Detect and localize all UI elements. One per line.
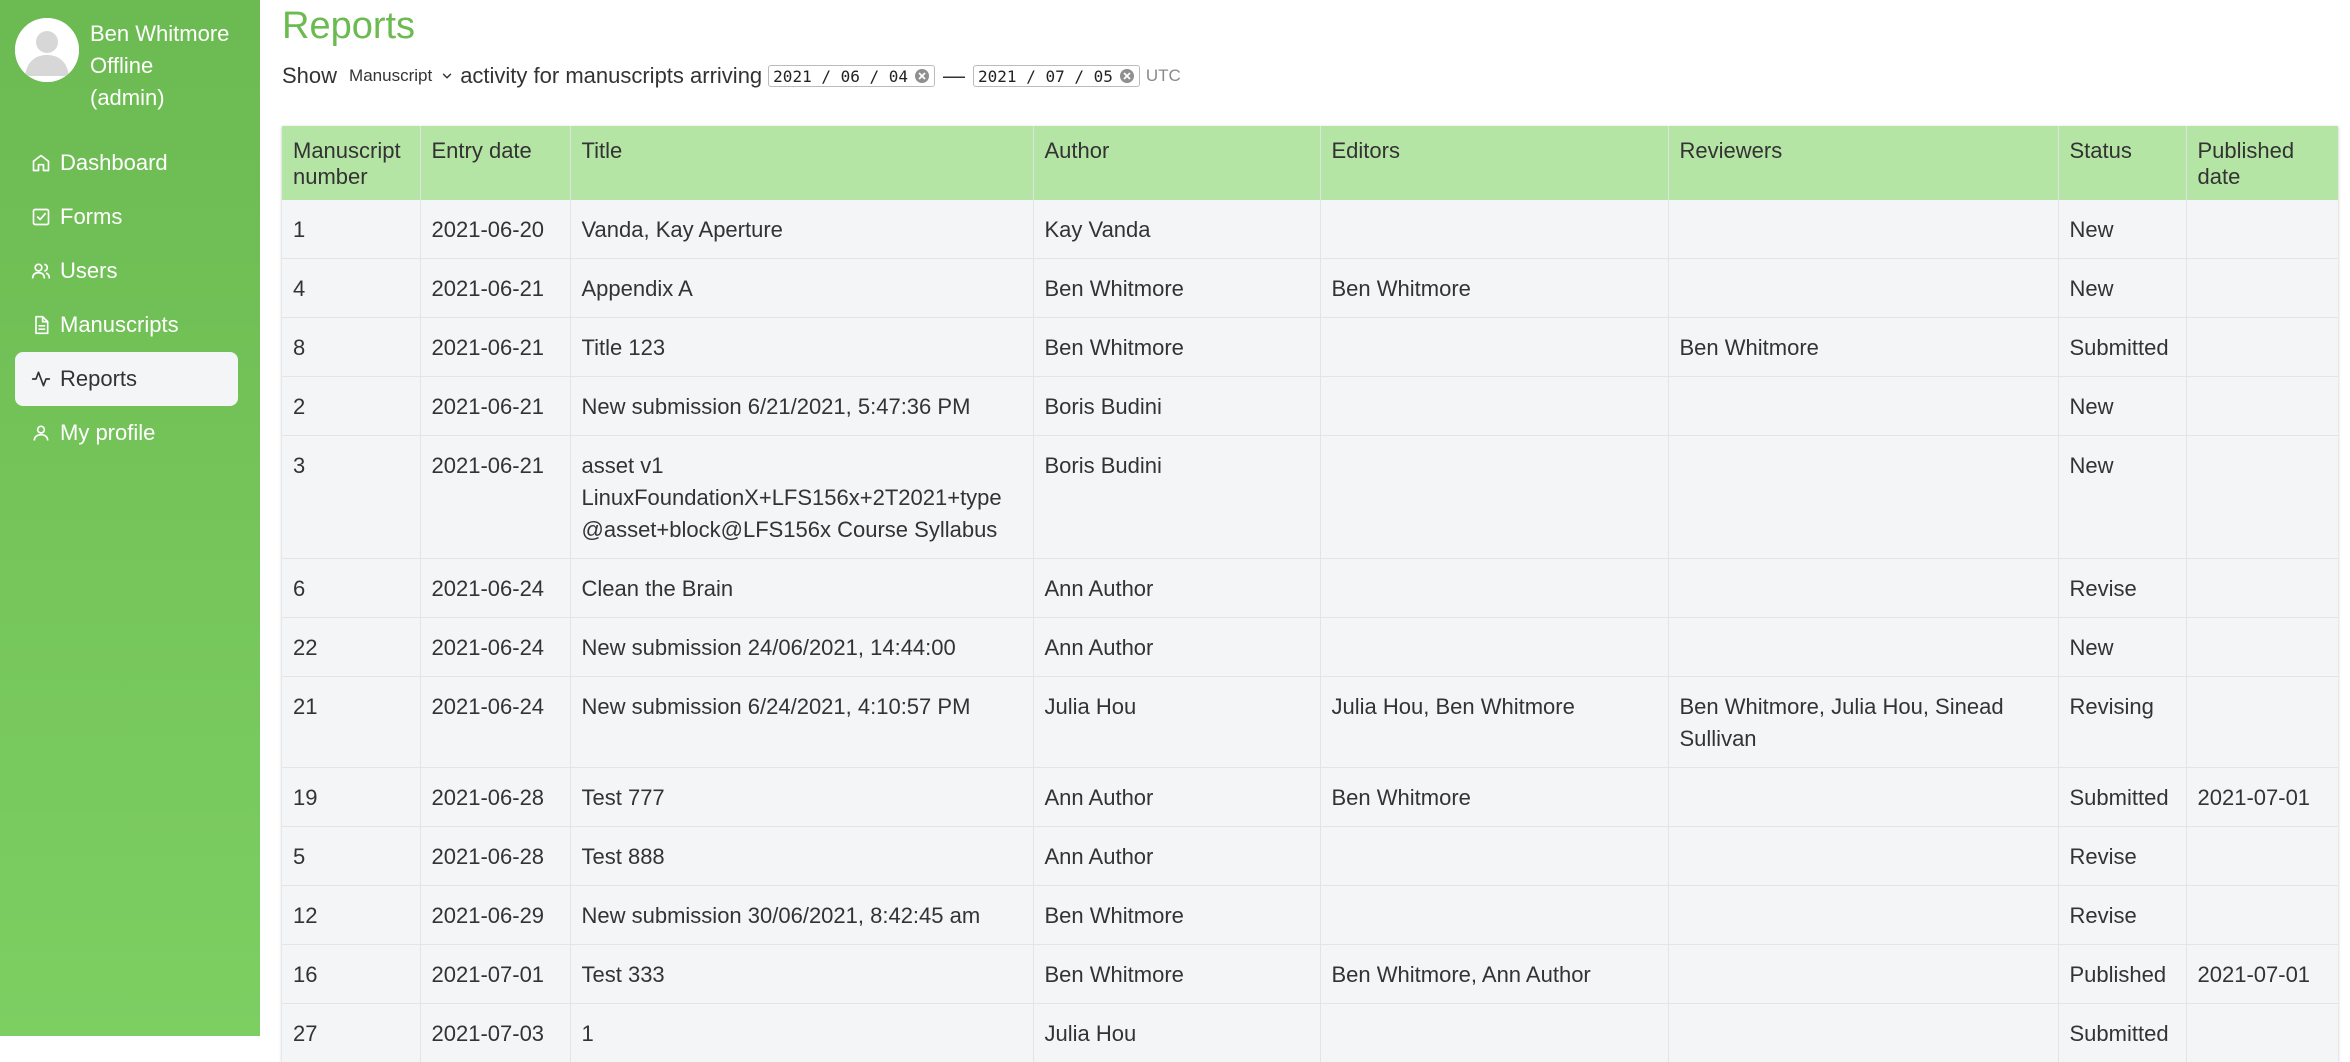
user-role: (admin) <box>90 82 229 114</box>
start-date-input[interactable] <box>768 65 935 87</box>
manuscript-number-cell: 8 <box>282 318 420 377</box>
column-header[interactable]: Editors <box>1320 126 1668 200</box>
title-cell: Title 123 <box>570 318 1033 377</box>
reviewers-cell <box>1668 618 2058 677</box>
entry-date-cell: 2021-06-20 <box>420 200 570 259</box>
date-range-separator: — <box>943 63 965 89</box>
manuscript-number-cell: 27 <box>282 1004 420 1062</box>
title-cell: New submission 24/06/2021, 14:44:00 <box>570 618 1033 677</box>
column-header[interactable]: Entry date <box>420 126 570 200</box>
manuscript-number-cell: 12 <box>282 886 420 945</box>
status-cell: New <box>2058 200 2186 259</box>
status-cell: New <box>2058 259 2186 318</box>
filter-description: activity for manuscripts arriving <box>460 63 762 89</box>
published-date-cell <box>2186 436 2338 559</box>
column-header[interactable]: Title <box>570 126 1033 200</box>
reviewers-cell <box>1668 945 2058 1004</box>
manuscript-number-cell: 21 <box>282 677 420 768</box>
reviewers-cell <box>1668 259 2058 318</box>
sidebar-item-reports[interactable] <box>15 352 238 406</box>
user-icon <box>31 423 51 443</box>
editors-cell <box>1320 618 1668 677</box>
author-cell: Ben Whitmore <box>1033 259 1320 318</box>
published-date-cell: 2021-07-01 <box>2186 945 2338 1004</box>
user-name: Ben Whitmore <box>90 18 229 50</box>
title-cell: asset v1 LinuxFoundationX+LFS156x+2T2021+type @asset+block@LFS156x Course Syllabus <box>570 436 1033 559</box>
sidebar-item-forms[interactable] <box>15 190 238 244</box>
status-cell: Submitted <box>2058 318 2186 377</box>
published-date-cell <box>2186 259 2338 318</box>
table-row[interactable] <box>282 559 2338 618</box>
entry-date-cell: 2021-07-01 <box>420 945 570 1004</box>
header-row <box>282 126 2338 200</box>
title-cell: New submission 6/24/2021, 4:10:57 PM <box>570 677 1033 768</box>
manuscript-number-cell: 5 <box>282 827 420 886</box>
chevron-down-icon <box>440 69 454 83</box>
title-cell: Test 888 <box>570 827 1033 886</box>
entry-date-cell: 2021-06-28 <box>420 827 570 886</box>
sidebar-item-manuscripts[interactable] <box>15 298 238 352</box>
clear-end-date-icon[interactable] <box>1119 68 1135 84</box>
author-cell: Ann Author <box>1033 618 1320 677</box>
end-date-input[interactable] <box>973 65 1140 87</box>
report-filter <box>282 58 1181 94</box>
check-square-icon <box>31 207 51 227</box>
title-cell: New submission 6/21/2021, 5:47:36 PM <box>570 377 1033 436</box>
published-date-cell <box>2186 377 2338 436</box>
reviewers-cell <box>1668 436 2058 559</box>
reviewers-cell <box>1668 200 2058 259</box>
editors-cell <box>1320 436 1668 559</box>
published-date-cell <box>2186 827 2338 886</box>
author-cell: Kay Vanda <box>1033 200 1320 259</box>
table-row[interactable] <box>282 618 2338 677</box>
file-text-icon <box>31 315 51 335</box>
reviewers-cell <box>1668 886 2058 945</box>
reviewers-cell <box>1668 559 2058 618</box>
home-icon <box>31 153 51 173</box>
status-cell: New <box>2058 377 2186 436</box>
author-cell: Julia Hou <box>1033 677 1320 768</box>
title-cell: Test 333 <box>570 945 1033 1004</box>
user-info <box>90 18 229 114</box>
status-cell: New <box>2058 618 2186 677</box>
manuscript-number-cell: 19 <box>282 768 420 827</box>
published-date-cell <box>2186 886 2338 945</box>
title-cell: Appendix A <box>570 259 1033 318</box>
author-cell: Ann Author <box>1033 827 1320 886</box>
sidebar-item-label: Forms <box>60 204 122 230</box>
manuscript-number-cell: 1 <box>282 200 420 259</box>
author-cell: Ben Whitmore <box>1033 318 1320 377</box>
status-cell: Submitted <box>2058 768 2186 827</box>
author-cell: Ann Author <box>1033 768 1320 827</box>
author-cell: Julia Hou <box>1033 1004 1320 1062</box>
editors-cell <box>1320 886 1668 945</box>
report-table-container <box>282 126 2338 1062</box>
report-type-value: Manuscript <box>349 66 432 86</box>
manuscript-number-cell: 3 <box>282 436 420 559</box>
table-row[interactable] <box>282 259 2338 318</box>
start-date-value: 2021 / 06 / 04 <box>773 67 908 86</box>
author-cell: Ben Whitmore <box>1033 886 1320 945</box>
activity-icon <box>31 369 51 389</box>
editors-cell <box>1320 377 1668 436</box>
status-cell: Submitted <box>2058 1004 2186 1062</box>
reviewers-cell <box>1668 768 2058 827</box>
editors-cell: Ben Whitmore, Ann Author <box>1320 945 1668 1004</box>
editors-cell <box>1320 1004 1668 1062</box>
table-row[interactable] <box>282 318 2338 377</box>
column-header[interactable]: Status <box>2058 126 2186 200</box>
entry-date-cell: 2021-06-21 <box>420 259 570 318</box>
sidebar-item-dashboard[interactable] <box>15 136 238 190</box>
manuscript-number-cell: 2 <box>282 377 420 436</box>
status-cell: Revise <box>2058 559 2186 618</box>
table-row[interactable] <box>282 827 2338 886</box>
table-row[interactable] <box>282 436 2338 559</box>
table-row[interactable] <box>282 377 2338 436</box>
manuscript-number-cell: 22 <box>282 618 420 677</box>
table-row[interactable] <box>282 1004 2338 1062</box>
reviewers-cell <box>1668 377 2058 436</box>
manuscript-number-cell: 6 <box>282 559 420 618</box>
editors-cell <box>1320 827 1668 886</box>
title-cell: New submission 30/06/2021, 8:42:45 am <box>570 886 1033 945</box>
editors-cell <box>1320 200 1668 259</box>
table-row[interactable] <box>282 945 2338 1004</box>
clear-start-date-icon[interactable] <box>914 68 930 84</box>
table-row[interactable] <box>282 677 2338 768</box>
table-header <box>282 126 2338 200</box>
sidebar-nav <box>15 136 238 460</box>
sidebar-item-label: Reports <box>60 366 137 392</box>
author-cell: Boris Budini <box>1033 436 1320 559</box>
reviewers-cell: Ben Whitmore <box>1668 318 2058 377</box>
entry-date-cell: 2021-06-29 <box>420 886 570 945</box>
entry-date-cell: 2021-06-24 <box>420 618 570 677</box>
status-cell: New <box>2058 436 2186 559</box>
entry-date-cell: 2021-06-21 <box>420 318 570 377</box>
status-cell: Revise <box>2058 827 2186 886</box>
entry-date-cell: 2021-07-03 <box>420 1004 570 1062</box>
column-header[interactable]: Manuscript number <box>282 126 420 200</box>
editors-cell <box>1320 318 1668 377</box>
editors-cell: Ben Whitmore <box>1320 259 1668 318</box>
sidebar-item-label: Users <box>60 258 117 284</box>
published-date-cell <box>2186 677 2338 768</box>
table-row[interactable] <box>282 200 2338 259</box>
author-cell: Ben Whitmore <box>1033 945 1320 1004</box>
title-cell: 1 <box>570 1004 1033 1062</box>
table-body <box>282 200 2338 1062</box>
avatar-placeholder-icon <box>15 18 79 82</box>
report-type-select[interactable] <box>349 66 454 86</box>
end-date-value: 2021 / 07 / 05 <box>978 67 1113 86</box>
reviewers-cell <box>1668 1004 2058 1062</box>
published-date-cell <box>2186 1004 2338 1062</box>
sidebar <box>0 0 260 1036</box>
author-cell: Ann Author <box>1033 559 1320 618</box>
entry-date-cell: 2021-06-24 <box>420 677 570 768</box>
column-header[interactable]: Author <box>1033 126 1320 200</box>
sidebar-item-my-profile[interactable] <box>15 406 238 460</box>
editors-cell: Julia Hou, Ben Whitmore <box>1320 677 1668 768</box>
title-cell: Vanda, Kay Aperture <box>570 200 1033 259</box>
sidebar-item-users[interactable] <box>15 244 238 298</box>
title-cell: Clean the Brain <box>570 559 1033 618</box>
editors-cell: Ben Whitmore <box>1320 768 1668 827</box>
entry-date-cell: 2021-06-24 <box>420 559 570 618</box>
users-icon <box>31 261 51 281</box>
manuscript-number-cell: 4 <box>282 259 420 318</box>
published-date-cell: 2021-07-01 <box>2186 768 2338 827</box>
timezone-label: UTC <box>1146 66 1181 86</box>
published-date-cell <box>2186 200 2338 259</box>
sidebar-item-label: Manuscripts <box>60 312 179 338</box>
table-row[interactable] <box>282 768 2338 827</box>
page-title: Reports <box>282 5 415 48</box>
published-date-cell <box>2186 618 2338 677</box>
table-row[interactable] <box>282 886 2338 945</box>
entry-date-cell: 2021-06-28 <box>420 768 570 827</box>
title-cell: Test 777 <box>570 768 1033 827</box>
published-date-cell <box>2186 318 2338 377</box>
report-table <box>282 126 2338 1062</box>
sidebar-item-label: Dashboard <box>60 150 168 176</box>
column-header[interactable]: Reviewers <box>1668 126 2058 200</box>
status-cell: Published <box>2058 945 2186 1004</box>
manuscript-number-cell: 16 <box>282 945 420 1004</box>
entry-date-cell: 2021-06-21 <box>420 377 570 436</box>
column-header[interactable]: Published date <box>2186 126 2338 200</box>
status-cell: Revising <box>2058 677 2186 768</box>
sidebar-item-label: My profile <box>60 420 155 446</box>
author-cell: Boris Budini <box>1033 377 1320 436</box>
editors-cell <box>1320 559 1668 618</box>
entry-date-cell: 2021-06-21 <box>420 436 570 559</box>
reviewers-cell <box>1668 827 2058 886</box>
show-label: Show <box>282 63 337 89</box>
avatar[interactable] <box>15 18 79 82</box>
user-status: Offline <box>90 50 229 82</box>
reviewers-cell: Ben Whitmore, Julia Hou, Sinead Sullivan <box>1668 677 2058 768</box>
published-date-cell <box>2186 559 2338 618</box>
status-cell: Revise <box>2058 886 2186 945</box>
